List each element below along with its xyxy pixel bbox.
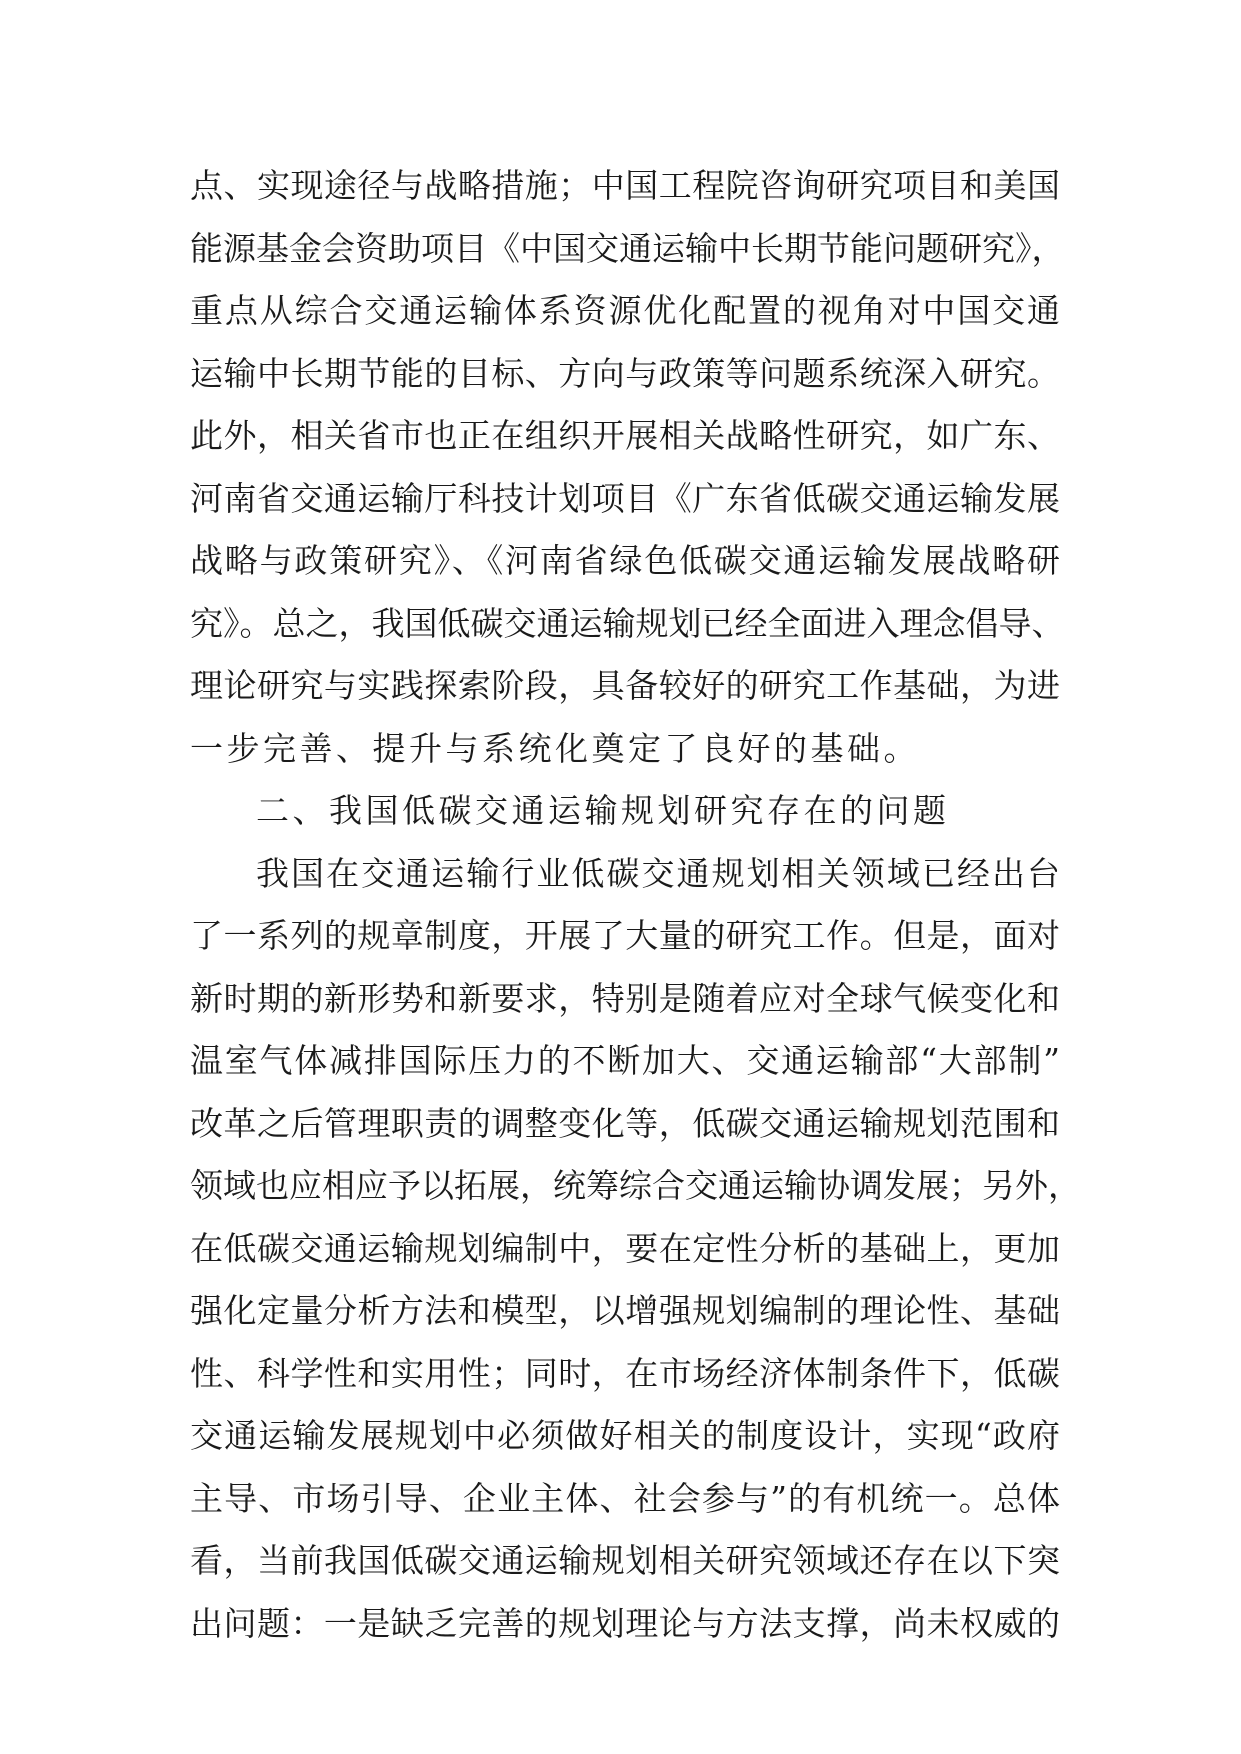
text-line: 领域也应相应予以拓展，统筹综合交通运输协调发展；另外， <box>190 1166 1081 1205</box>
text-line: 看，当前我国低碳交通运输规划相关研究领域还存在以下突 <box>190 1541 1060 1580</box>
text-line: 强化定量分析方法和模型，以增强规划编制的理论性、基础 <box>190 1291 1060 1330</box>
text-line: 重点从综合交通运输体系资源优化配置的视角对中国交通 <box>190 291 1060 330</box>
text-line: 河南省交通运输厅科技计划项目《广东省低碳交通运输发展 <box>190 478 1060 518</box>
text-line: 究》。总之，我国低碳交通运输规划已经全面进入理念倡导、 <box>190 603 1065 643</box>
text-line: 在低碳交通运输规划编制中，要在定性分析的基础上，更加 <box>190 1228 1060 1268</box>
paragraph-first-line: 我国在交通运输行业低碳交通规划相关领域已经出台 <box>256 853 1060 893</box>
text-line: 战略与政策研究》、《河南省绿色低碳交通运输发展战略研 <box>190 541 1060 580</box>
text-line: 了一系列的规章制度，开展了大量的研究工作。但是，面对 <box>190 916 1060 955</box>
text-line: 主导、市场引导、企业主体、社会参与”的有机统一。总体 <box>190 1478 1060 1518</box>
paragraph-end-line: 一步完善、提升与系统化奠定了良好的基础。 <box>190 728 920 768</box>
text-line: 改革之后管理职责的调整变化等，低碳交通运输规划范围和 <box>190 1103 1060 1143</box>
section-heading: 二、我国低碳交通运输规划研究存在的问题 <box>256 791 950 830</box>
text-line: 出问题：一是缺乏完善的规划理论与方法支撑，尚未权威的 <box>190 1603 1060 1643</box>
text-line: 此外，相关省市也正在组织开展相关战略性研究，如广东、 <box>190 416 1060 455</box>
text-line: 运输中长期节能的目标、方向与政策等问题系统深入研究。 <box>190 353 1060 393</box>
text-line: 性、科学性和实用性；同时，在市场经济体制条件下，低碳 <box>190 1353 1060 1393</box>
text-line: 交通运输发展规划中必须做好相关的制度设计，实现“政府 <box>190 1416 1060 1455</box>
text-line: 新时期的新形势和新要求，特别是随着应对全球气候变化和 <box>190 978 1060 1018</box>
text-line: 能源基金会资助项目《中国交通运输中长期节能问题研究》， <box>190 228 1065 268</box>
text-line: 温室气体减排国际压力的不断加大、交通运输部“大部制” <box>190 1041 1060 1080</box>
text-line: 点、实现途径与战略措施；中国工程院咨询研究项目和美国 <box>190 166 1060 205</box>
text-line: 理论研究与实践探索阶段，具备较好的研究工作基础，为进 <box>190 666 1060 705</box>
body-text <box>190 155 1081 1655</box>
